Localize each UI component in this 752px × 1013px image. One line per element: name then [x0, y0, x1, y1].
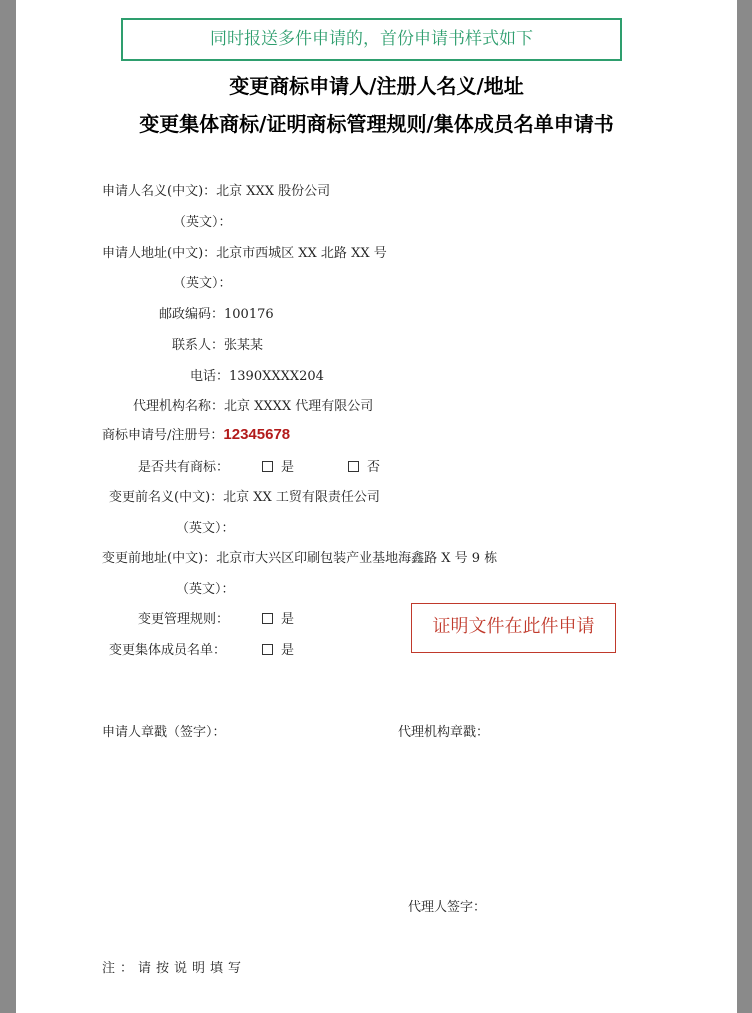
phone-row	[190, 365, 324, 384]
change-rules-row	[138, 608, 229, 627]
phone-value: 1390XXXX204	[229, 369, 324, 384]
agency-row	[133, 395, 373, 414]
prev-addr-cn-value: 北京市大兴区印刷包装产业基地海鑫路 X 号 9 栋	[216, 551, 498, 566]
prev-addr-cn-label: 变更前地址(中文)：	[102, 551, 217, 566]
banner-note: 同时报送多件申请的，首份申请书样式如下	[121, 18, 622, 61]
form-title-line2: 变更集体商标/证明商标管理规则/集体成员名单申请书	[139, 112, 614, 136]
applicant-addr-en-label: （英文）：	[173, 276, 232, 291]
shared-no-option[interactable]	[348, 456, 380, 475]
contact-label: 联系人：	[172, 338, 225, 353]
shared-no-checkbox[interactable]	[348, 461, 359, 472]
phone-label: 电话：	[190, 369, 230, 384]
shared-yes-checkbox[interactable]	[262, 461, 273, 472]
agent-sign-label: 代理人签字：	[408, 900, 487, 915]
footer-note: 注：请按说明填写	[102, 961, 247, 976]
prev-addr-en-label: （英文）：	[176, 582, 235, 597]
applicant-seal-label: 申请人章戳（签字）：	[102, 725, 226, 740]
prev-addr-en-row	[176, 578, 235, 597]
shared-yes-label: 是	[281, 460, 295, 475]
prev-name-cn-value: 北京 XX 工贸有限责任公司	[223, 490, 380, 505]
prev-addr-cn-row	[102, 547, 497, 566]
shared-no-label: 否	[367, 460, 381, 475]
applicant-name-cn-label: 申请人名义(中文)：	[102, 184, 217, 199]
members-yes-label: 是	[281, 643, 295, 658]
postcode-row	[159, 303, 274, 322]
reg-no-row	[102, 424, 290, 443]
applicant-name-cn-value: 北京 XXX 股份公司	[216, 184, 331, 199]
postcode-value: 100176	[224, 307, 274, 322]
agency-label: 代理机构名称：	[133, 399, 225, 414]
reg-no-label: 商标申请号/注册号：	[102, 428, 224, 443]
members-label: 变更集体成员名单：	[109, 643, 227, 658]
prev-name-cn-label: 变更前名义(中文)：	[109, 490, 224, 505]
applicant-name-en-row	[173, 211, 232, 230]
form-title-line1: 变更商标申请人/注册人名义/地址	[229, 74, 524, 98]
applicant-addr-en-row	[173, 272, 232, 291]
rules-yes-label: 是	[281, 612, 295, 627]
agency-value: 北京 XXXX 代理有限公司	[224, 399, 374, 414]
postcode-label: 邮政编码：	[159, 307, 225, 322]
shared-yes-option[interactable]	[262, 456, 294, 475]
agency-seal-label: 代理机构章戳：	[398, 725, 490, 740]
rules-yes-option[interactable]	[262, 608, 294, 627]
applicant-addr-cn-row	[102, 242, 387, 261]
proof-document-note: 证明文件在此件申请	[411, 603, 616, 653]
contact-row	[172, 334, 263, 353]
rules-yes-checkbox[interactable]	[262, 613, 273, 624]
reg-no-value: 12345678	[223, 426, 291, 443]
shared-label: 是否共有商标：	[138, 460, 230, 475]
prev-name-cn-row	[109, 486, 380, 505]
shared-trademark-row	[138, 456, 229, 475]
applicant-addr-cn-label: 申请人地址(中文)：	[102, 246, 217, 261]
applicant-name-en-label: （英文）：	[173, 215, 232, 230]
members-yes-option[interactable]	[262, 639, 294, 658]
applicant-name-cn-row	[102, 180, 330, 199]
prev-name-en-label: （英文）：	[176, 521, 235, 536]
contact-value: 张某某	[224, 338, 264, 353]
change-members-row	[109, 639, 226, 658]
application-form-page	[16, 0, 737, 1013]
prev-name-en-row	[176, 517, 235, 536]
rules-label: 变更管理规则：	[138, 612, 230, 627]
applicant-addr-cn-value: 北京市西城区 XX 北路 XX 号	[216, 246, 387, 261]
members-yes-checkbox[interactable]	[262, 644, 273, 655]
